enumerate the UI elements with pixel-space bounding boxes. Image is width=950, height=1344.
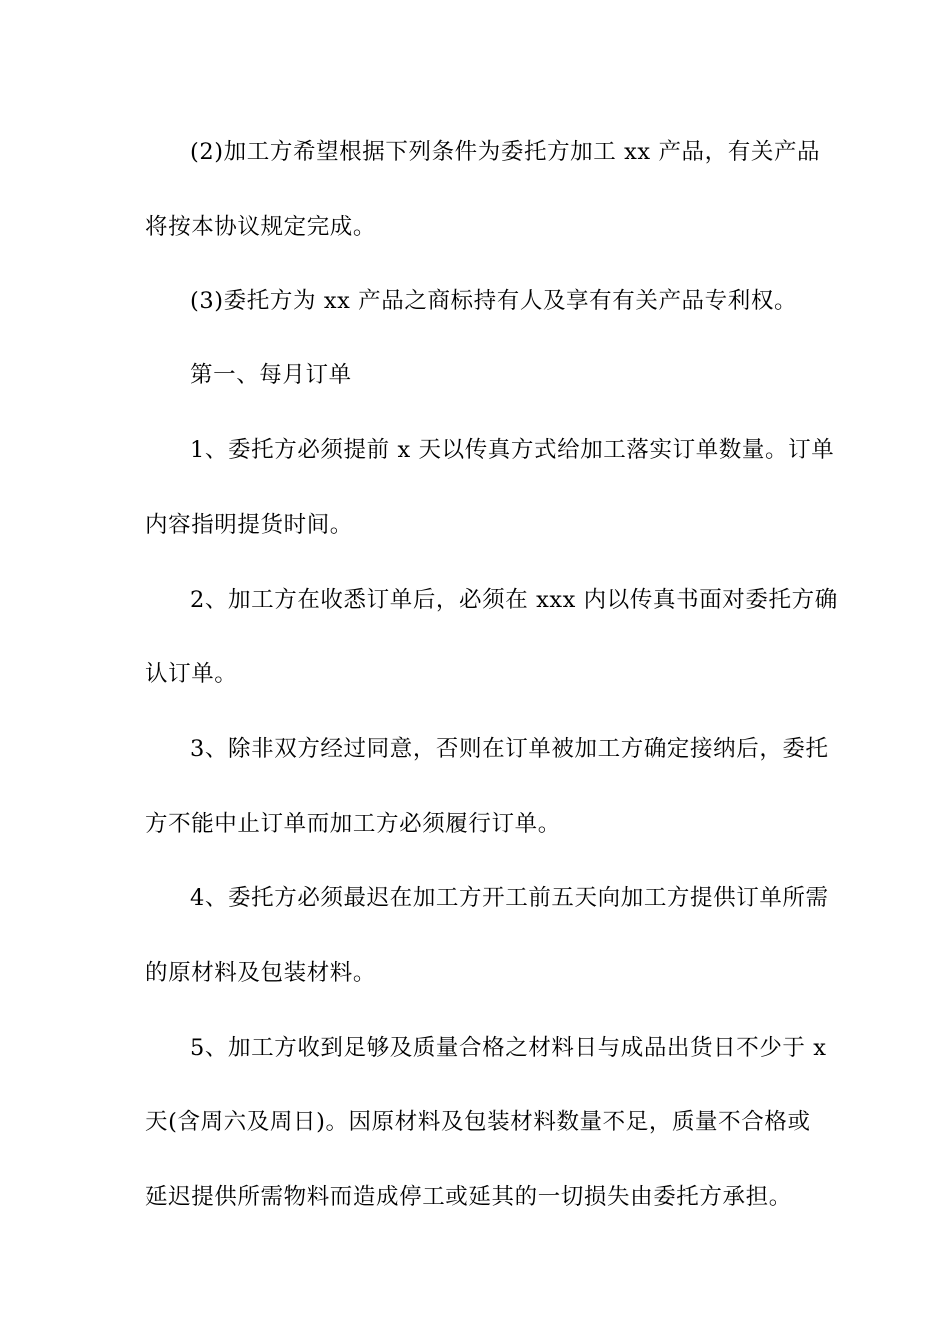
item-3-line-2: 方不能中止订单而加工方必须履行订单。 <box>145 811 561 837</box>
item-5-line-1: 5、加工方收到足够及质量合格之材料日与成品出货日不少于 x <box>190 1035 827 1061</box>
item-1-line-2: 内容指明提货时间。 <box>145 512 353 538</box>
item-4-line-2: 的原材料及包装材料。 <box>145 960 377 986</box>
clause-2-line-2: 将按本协议规定完成。 <box>145 214 377 240</box>
clause-2-line-1: (2)加工方希望根据下列条件为委托方加工 xx 产品，有关产品 <box>190 139 821 165</box>
item-1-line-1: 1、委托方必须提前 x 天以传真方式给加工落实订单数量。订单 <box>190 437 835 463</box>
item-3-line-1: 3、除非双方经过同意，否则在订单被加工方确定接纳后，委托 <box>190 736 829 762</box>
section-heading: 第一、每月订单 <box>190 362 352 388</box>
item-5-line-2: 天(含周六及周日)。因原材料及包装材料数量不足，质量不合格或 <box>145 1109 811 1135</box>
item-4-line-1: 4、委托方必须最迟在加工方开工前五天向加工方提供订单所需 <box>190 885 829 911</box>
item-5-line-3: 延迟提供所需物料而造成停工或延其的一切损失由委托方承担。 <box>145 1184 792 1210</box>
clause-3-line-1: (3)委托方为 xx 产品之商标持有人及享有有关产品专利权。 <box>190 288 798 314</box>
item-2-line-1: 2、加工方在收悉订单后，必须在 xxx 内以传真书面对委托方确 <box>190 587 838 613</box>
item-2-line-2: 认订单。 <box>145 661 238 687</box>
